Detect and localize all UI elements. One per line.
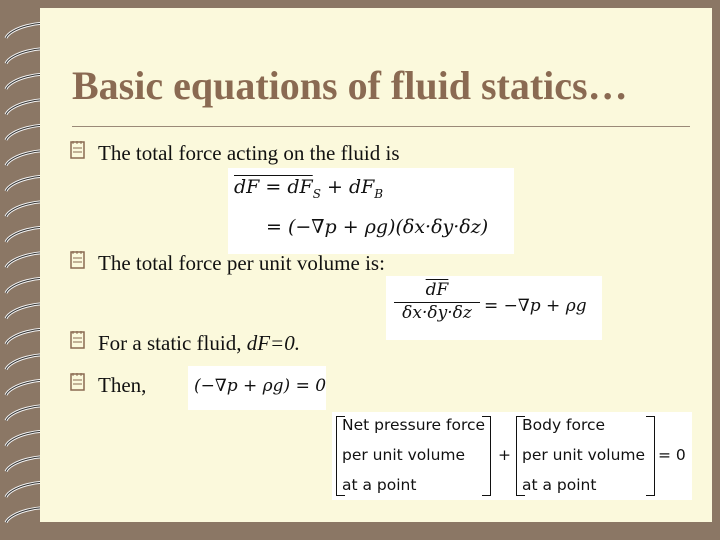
- equation-word-balance: [332, 412, 692, 500]
- bullet-emphasis: dF=0.: [246, 331, 300, 355]
- eq1-lhs: dF = dF: [234, 176, 313, 198]
- equation-static-balance: [188, 366, 326, 410]
- notepad-icon: [70, 140, 92, 165]
- eq3-text: (−∇p + ρg) = 0: [194, 376, 327, 396]
- right-line-1: Body force: [522, 416, 606, 434]
- right-line-3: at a point: [522, 476, 597, 494]
- eq1-line2: = (−∇p + ρg)(δx·δy·δz): [266, 216, 489, 238]
- bullet-text: The total force acting on the fluid is: [98, 141, 400, 165]
- notepad-icon: [70, 250, 92, 275]
- title-divider: [72, 126, 690, 127]
- plus-sign: +: [498, 446, 511, 464]
- equation-force-per-volume: [386, 276, 602, 340]
- left-line-1: Net pressure force: [342, 416, 486, 434]
- slide-title: Basic equations of fluid statics…: [72, 63, 628, 108]
- notepad-icon: [70, 330, 92, 355]
- left-line-3: at a point: [342, 476, 417, 494]
- bullet-then: [70, 372, 146, 398]
- equation-total-force: [228, 168, 514, 254]
- eq2-numerator: $\overline{dF}$: [425, 280, 449, 300]
- eq1-sub-b: B: [374, 186, 384, 201]
- notepad-icon: [70, 372, 92, 397]
- right-bracket-close: [646, 416, 655, 496]
- bullet-static-fluid: [70, 330, 300, 356]
- bullet-force-per-volume: [70, 250, 385, 276]
- eq1-sub-s: S: [312, 186, 321, 201]
- right-line-2: per unit volume: [522, 446, 646, 464]
- bullet-text: Then,: [98, 373, 147, 397]
- left-bracket-close: [482, 416, 491, 496]
- bullet-text: The total force per unit volume is:: [98, 251, 385, 275]
- eq1-plus-term: + dF: [326, 176, 375, 198]
- eq2-denominator: δx·δy·δz: [402, 303, 472, 323]
- left-line-2: per unit volume: [342, 446, 466, 464]
- bullet-total-force: [70, 140, 400, 166]
- eq2-rhs: = −∇p + ρg: [484, 296, 587, 316]
- bullet-text: For a static fluid,: [98, 331, 247, 355]
- equals-zero: = 0: [658, 446, 686, 464]
